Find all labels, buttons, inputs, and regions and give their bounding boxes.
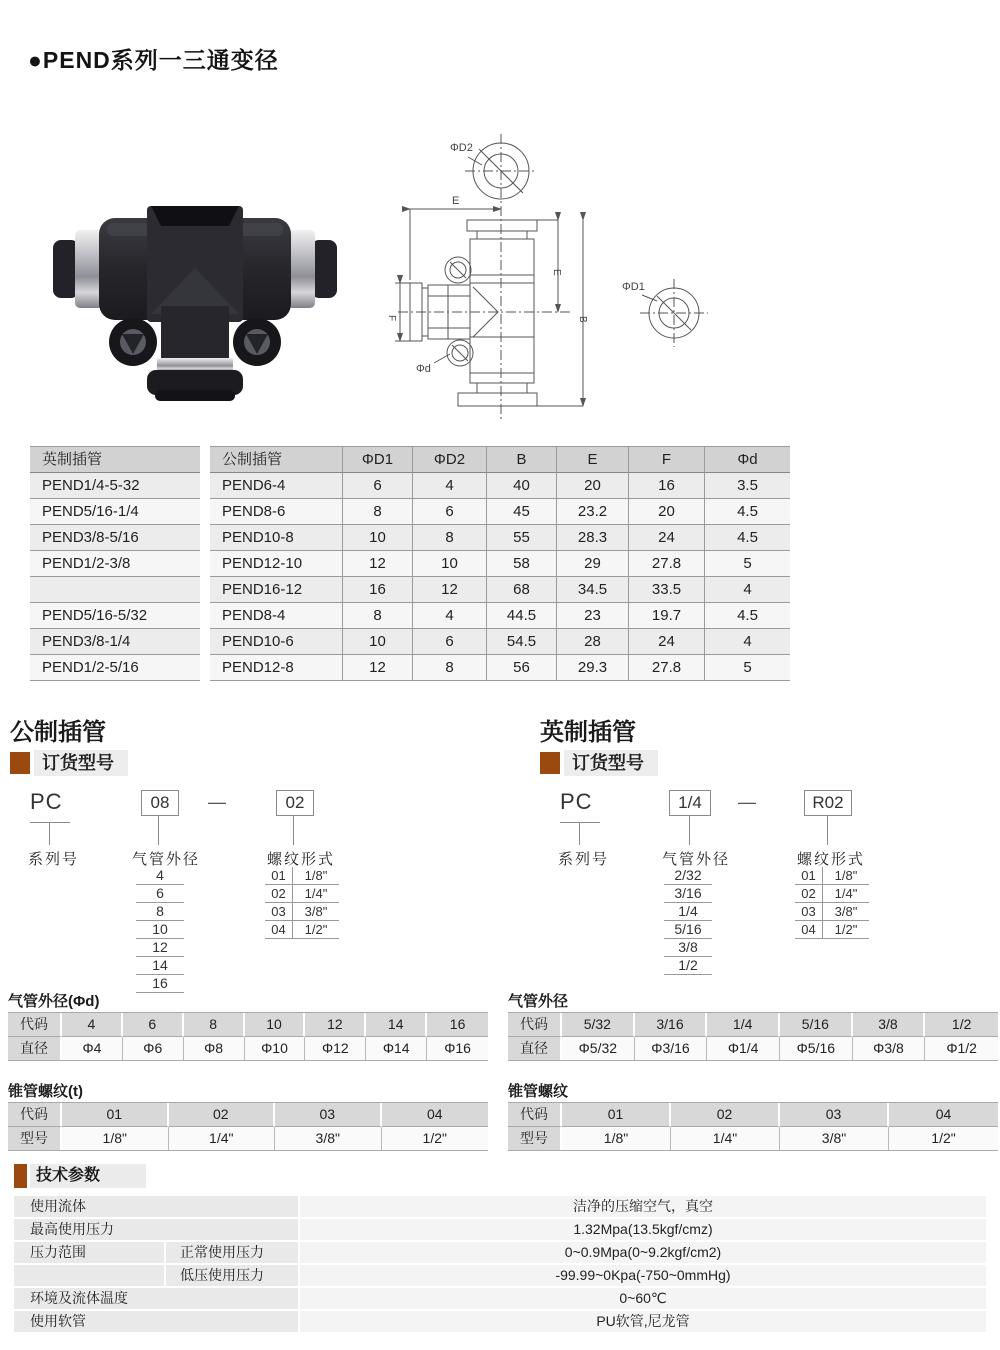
spec-cell: PEND6-4: [210, 473, 342, 499]
spec-cell: 28: [556, 629, 628, 655]
code-table-cell: 16: [427, 1013, 488, 1037]
code-table-cell: 04: [889, 1103, 998, 1127]
imperial-order-bullet-icon: [540, 752, 560, 774]
spec-header-cell: ΦD2: [412, 446, 486, 473]
thread-code: 03: [795, 903, 823, 921]
metric-thread-options: [265, 867, 339, 939]
size-option: 10: [136, 921, 184, 939]
thread-size: 3/8": [293, 903, 339, 921]
tech-label: 环境及流体温度: [14, 1288, 298, 1309]
code-table-cell: 04: [382, 1103, 489, 1127]
code-table-cell: 12: [305, 1013, 366, 1037]
spec-cell: 6: [342, 473, 412, 499]
size-option: 4: [136, 867, 184, 885]
code-table-label: 直径: [508, 1037, 562, 1060]
spec-cell: 10: [342, 629, 412, 655]
spec-cell: 4.5: [704, 499, 790, 525]
code-table-cell: 1/8": [62, 1127, 169, 1150]
spec-cell: 20: [556, 473, 628, 499]
spec-cell: PEND10-8: [210, 525, 342, 551]
spec-cell: PEND1/4-5-32: [30, 473, 200, 499]
imperial-thread-label: 螺纹形式: [797, 851, 866, 868]
tech-row: [14, 1311, 986, 1332]
spec-cell: 54.5: [486, 629, 556, 655]
thread-size: 1/4": [823, 885, 869, 903]
size-option: 12: [136, 939, 184, 957]
imperial-heading: 英制插管: [540, 719, 636, 746]
spec-cell: PEND8-4: [210, 603, 342, 629]
spec-cell: 12: [342, 655, 412, 681]
tech-row: [14, 1196, 986, 1217]
spec-cell: PEND3/8-1/4: [30, 629, 200, 655]
dim-label-f: F: [386, 315, 397, 322]
code-table-cell: 01: [562, 1103, 671, 1127]
spec-cell: 27.8: [628, 655, 704, 681]
spec-cell: PEND12-8: [210, 655, 342, 681]
spec-cell: [30, 577, 200, 603]
spec-gap: [200, 629, 210, 654]
connector-line: [827, 816, 828, 845]
code-table-cell: Φ4: [62, 1037, 123, 1060]
imperial-od-table-title: 气管外径: [508, 993, 569, 1010]
spec-cell: 58: [486, 551, 556, 577]
code-table-cell: 02: [671, 1103, 780, 1127]
metric-order-label: 订货型号: [34, 750, 128, 776]
spec-cell: 8: [342, 603, 412, 629]
tech-heading-strip: [30, 1164, 146, 1188]
spec-header-cell: Φd: [704, 446, 790, 473]
code-table-cell: Φ1/2: [925, 1037, 998, 1060]
imperial-series-label: 系列号: [558, 851, 610, 868]
spec-cell: 8: [342, 499, 412, 525]
code-table-cell: Φ3/16: [635, 1037, 708, 1060]
size-option: 5/16: [664, 921, 712, 939]
connector-line: [560, 822, 600, 823]
code-table-cell: 5/32: [562, 1013, 635, 1037]
code-table-cell: 8: [184, 1013, 245, 1037]
size-option: 3/8: [664, 939, 712, 957]
thread-code: 04: [265, 921, 293, 939]
spec-cell: PEND8-6: [210, 499, 342, 525]
spec-cell: 55: [486, 525, 556, 551]
metric-heading: 公制插管: [10, 719, 106, 746]
tech-value: -99.99~0Kpa(-750~0mmHg): [300, 1265, 986, 1286]
spec-gap: [200, 446, 210, 471]
tech-heading: 技术参数: [36, 1167, 101, 1184]
imperial-size-options: [664, 867, 712, 975]
spec-cell: 29.3: [556, 655, 628, 681]
code-table-cell: 1/4: [707, 1013, 780, 1037]
thread-size: 1/8": [823, 867, 869, 885]
spec-header-cell: E: [556, 446, 628, 473]
tech-label: 最高使用压力: [14, 1219, 298, 1240]
spec-cell: PEND10-6: [210, 629, 342, 655]
thread-size: 1/2": [823, 921, 869, 939]
imperial-code-series: PC: [560, 789, 593, 814]
code-table-label: 型号: [508, 1127, 562, 1150]
metric-od-table-title: 气管外径(Φd): [8, 993, 100, 1010]
connector-line: [30, 822, 70, 823]
code-table-cell: 6: [123, 1013, 184, 1037]
spec-cell: 19.7: [628, 603, 704, 629]
code-table-cell: 1/2": [889, 1127, 998, 1150]
spec-cell: 28.3: [556, 525, 628, 551]
code-table-cell: Φ5/32: [562, 1037, 635, 1060]
imperial-thread-table-title: 锥管螺纹: [508, 1083, 569, 1100]
code-table-cell: Φ5/16: [780, 1037, 853, 1060]
spec-cell: 5: [704, 655, 790, 681]
metric-thread-table: [8, 1102, 488, 1151]
metric-od-table: [8, 1012, 488, 1061]
spec-gap: [200, 473, 210, 498]
thread-size: 3/8": [823, 903, 869, 921]
tech-value: 0~0.9Mpa(0~9.2kgf/cm2): [300, 1242, 986, 1263]
spec-cell: 40: [486, 473, 556, 499]
spec-cell: 6: [412, 499, 486, 525]
metric-thread-label: 螺纹形式: [267, 851, 336, 868]
tech-label: 使用流体: [14, 1196, 298, 1217]
imperial-code-dash: —: [738, 792, 756, 812]
spec-cell: 16: [342, 577, 412, 603]
code-table-cell: Φ1/4: [707, 1037, 780, 1060]
imperial-size-label: 气管外径: [662, 851, 731, 868]
size-option: 8: [136, 903, 184, 921]
code-table-label: 代码: [8, 1103, 62, 1127]
code-table-cell: Φ8: [184, 1037, 245, 1060]
thread-code: 01: [795, 867, 823, 885]
spec-cell: PEND5/16-1/4: [30, 499, 200, 525]
code-table-label: 型号: [8, 1127, 62, 1150]
size-option: 6: [136, 885, 184, 903]
dim-label-e: E: [452, 195, 460, 207]
spec-cell: PEND5/16-5/32: [30, 603, 200, 629]
spec-cell: 10: [412, 551, 486, 577]
metric-size-options: [136, 867, 184, 993]
metric-size-label: 气管外径: [132, 851, 201, 868]
tech-row: [14, 1242, 986, 1263]
code-table-cell: 03: [780, 1103, 889, 1127]
code-table-cell: 4: [62, 1013, 123, 1037]
spec-gap: [200, 603, 210, 628]
size-option: 1/2: [664, 957, 712, 975]
tech-label: 压力范围: [14, 1242, 164, 1263]
code-table-cell: 03: [275, 1103, 382, 1127]
connector-line: [579, 822, 580, 845]
code-table-cell: Φ10: [245, 1037, 306, 1060]
metric-thread-table-title: 锥管螺纹(t): [8, 1083, 83, 1100]
spec-gap: [200, 551, 210, 576]
connector-line: [689, 816, 690, 845]
spec-cell: 5: [704, 551, 790, 577]
dim-label-d2: ΦD2: [450, 142, 473, 154]
spec-cell: 16: [628, 473, 704, 499]
spec-cell: 12: [342, 551, 412, 577]
imperial-thread-table: [508, 1102, 998, 1151]
spec-cell: PEND1/2-3/8: [30, 551, 200, 577]
spec-cell: 4.5: [704, 525, 790, 551]
spec-cell: PEND3/8-5/16: [30, 525, 200, 551]
technical-drawing: [370, 120, 750, 430]
page-title: ●PEND系列一三通变径: [28, 47, 279, 73]
spec-cell: 4: [704, 577, 790, 603]
tech-value: PU软管,尼龙管: [300, 1311, 986, 1332]
imperial-order-label: 订货型号: [564, 750, 658, 776]
spec-cell: 4: [412, 603, 486, 629]
metric-code-thread: 02: [276, 790, 314, 816]
spec-cell: 56: [486, 655, 556, 681]
code-table-cell: 1/4": [671, 1127, 780, 1150]
tech-sub-label: 低压使用压力: [166, 1265, 298, 1286]
spec-cell: PEND1/2-5/16: [30, 655, 200, 681]
size-option: 2/32: [664, 867, 712, 885]
thread-code: 02: [795, 885, 823, 903]
tech-row: [14, 1265, 986, 1286]
size-option: 3/16: [664, 885, 712, 903]
imperial-thread-options: [795, 867, 869, 939]
connector-line: [49, 822, 50, 845]
spec-header-cell: 英制插管: [30, 446, 200, 473]
dim-label-d1: ΦD1: [622, 281, 645, 293]
spec-gap: [200, 525, 210, 550]
tech-sub-label: 正常使用压力: [166, 1242, 298, 1263]
spec-cell: 23: [556, 603, 628, 629]
thread-code: 02: [265, 885, 293, 903]
code-table-cell: Φ3/8: [853, 1037, 926, 1060]
code-table-cell: 1/8": [562, 1127, 671, 1150]
code-table-cell: Φ14: [366, 1037, 427, 1060]
spec-cell: PEND12-10: [210, 551, 342, 577]
size-option: 16: [136, 975, 184, 993]
connector-line: [158, 816, 159, 845]
tech-value: 1.32Mpa(13.5kgf/cmz): [300, 1219, 986, 1240]
code-table-label: 代码: [508, 1013, 562, 1037]
spec-cell: 24: [628, 525, 704, 551]
tech-value: 洁净的压缩空气，真空: [300, 1196, 986, 1217]
tech-table: [14, 1196, 986, 1334]
spec-cell: 45: [486, 499, 556, 525]
dim-label-b: B: [577, 316, 588, 323]
code-table-cell: 02: [169, 1103, 276, 1127]
code-table-label: 代码: [508, 1103, 562, 1127]
dim-label-e2: E: [551, 269, 562, 276]
tech-row: [14, 1288, 986, 1309]
spec-gap: [200, 499, 210, 524]
thread-code: 04: [795, 921, 823, 939]
code-table-cell: 10: [245, 1013, 306, 1037]
imperial-od-table: [508, 1012, 998, 1061]
code-table-cell: 14: [366, 1013, 427, 1037]
spec-header-cell: ΦD1: [342, 446, 412, 473]
code-table-label: 直径: [8, 1037, 62, 1060]
spec-cell: 8: [412, 655, 486, 681]
metric-code-dash: —: [208, 792, 226, 812]
imperial-code-thread: R02: [804, 790, 852, 816]
code-table-cell: Φ12: [305, 1037, 366, 1060]
spec-cell: 33.5: [628, 577, 704, 603]
metric-code-size: 08: [141, 790, 179, 816]
spec-header-cell: F: [628, 446, 704, 473]
tech-label: [14, 1265, 164, 1286]
spec-cell: 24: [628, 629, 704, 655]
code-table-cell: 1/4": [169, 1127, 276, 1150]
spec-cell: 23.2: [556, 499, 628, 525]
spec-cell: 20: [628, 499, 704, 525]
thread-size: 1/4": [293, 885, 339, 903]
tech-value: 0~60℃: [300, 1288, 986, 1309]
size-option: 1/4: [664, 903, 712, 921]
spec-cell: 29: [556, 551, 628, 577]
connector-line: [293, 816, 294, 845]
code-table-cell: 3/8: [853, 1013, 926, 1037]
spec-table: [30, 446, 790, 681]
product-photo: [45, 182, 345, 402]
spec-gap: [200, 655, 210, 680]
thread-code: 01: [265, 867, 293, 885]
code-table-cell: 3/8": [780, 1127, 889, 1150]
spec-cell: 27.8: [628, 551, 704, 577]
spec-cell: 3.5: [704, 473, 790, 499]
spec-header-cell: 公制插管: [210, 446, 342, 473]
size-option: 14: [136, 957, 184, 975]
spec-cell: 8: [412, 525, 486, 551]
spec-cell: 12: [412, 577, 486, 603]
code-table-cell: Φ6: [123, 1037, 184, 1060]
spec-cell: PEND16-12: [210, 577, 342, 603]
code-table-cell: 01: [62, 1103, 169, 1127]
spec-cell: 4.5: [704, 603, 790, 629]
spec-gap: [200, 577, 210, 602]
spec-cell: 4: [704, 629, 790, 655]
thread-code: 03: [265, 903, 293, 921]
code-table-cell: 3/16: [635, 1013, 708, 1037]
tech-bullet-icon: [14, 1164, 27, 1188]
spec-cell: 4: [412, 473, 486, 499]
thread-size: 1/8": [293, 867, 339, 885]
spec-header-cell: B: [486, 446, 556, 473]
spec-cell: 44.5: [486, 603, 556, 629]
code-table-cell: 3/8": [275, 1127, 382, 1150]
code-table-cell: 5/16: [780, 1013, 853, 1037]
metric-series-label: 系列号: [28, 851, 80, 868]
tech-row: [14, 1219, 986, 1240]
metric-order-bullet-icon: [10, 752, 30, 774]
code-table-label: 代码: [8, 1013, 62, 1037]
code-table-cell: 1/2": [382, 1127, 489, 1150]
spec-cell: 68: [486, 577, 556, 603]
spec-cell: 10: [342, 525, 412, 551]
code-table-cell: 1/2: [925, 1013, 998, 1037]
dim-label-d: Φd: [416, 363, 431, 375]
tech-label: 使用软管: [14, 1311, 298, 1332]
code-table-cell: Φ16: [427, 1037, 488, 1060]
spec-cell: 34.5: [556, 577, 628, 603]
spec-cell: 6: [412, 629, 486, 655]
imperial-code-size: 1/4: [669, 790, 711, 816]
thread-size: 1/2": [293, 921, 339, 939]
metric-code-series: PC: [30, 789, 63, 814]
